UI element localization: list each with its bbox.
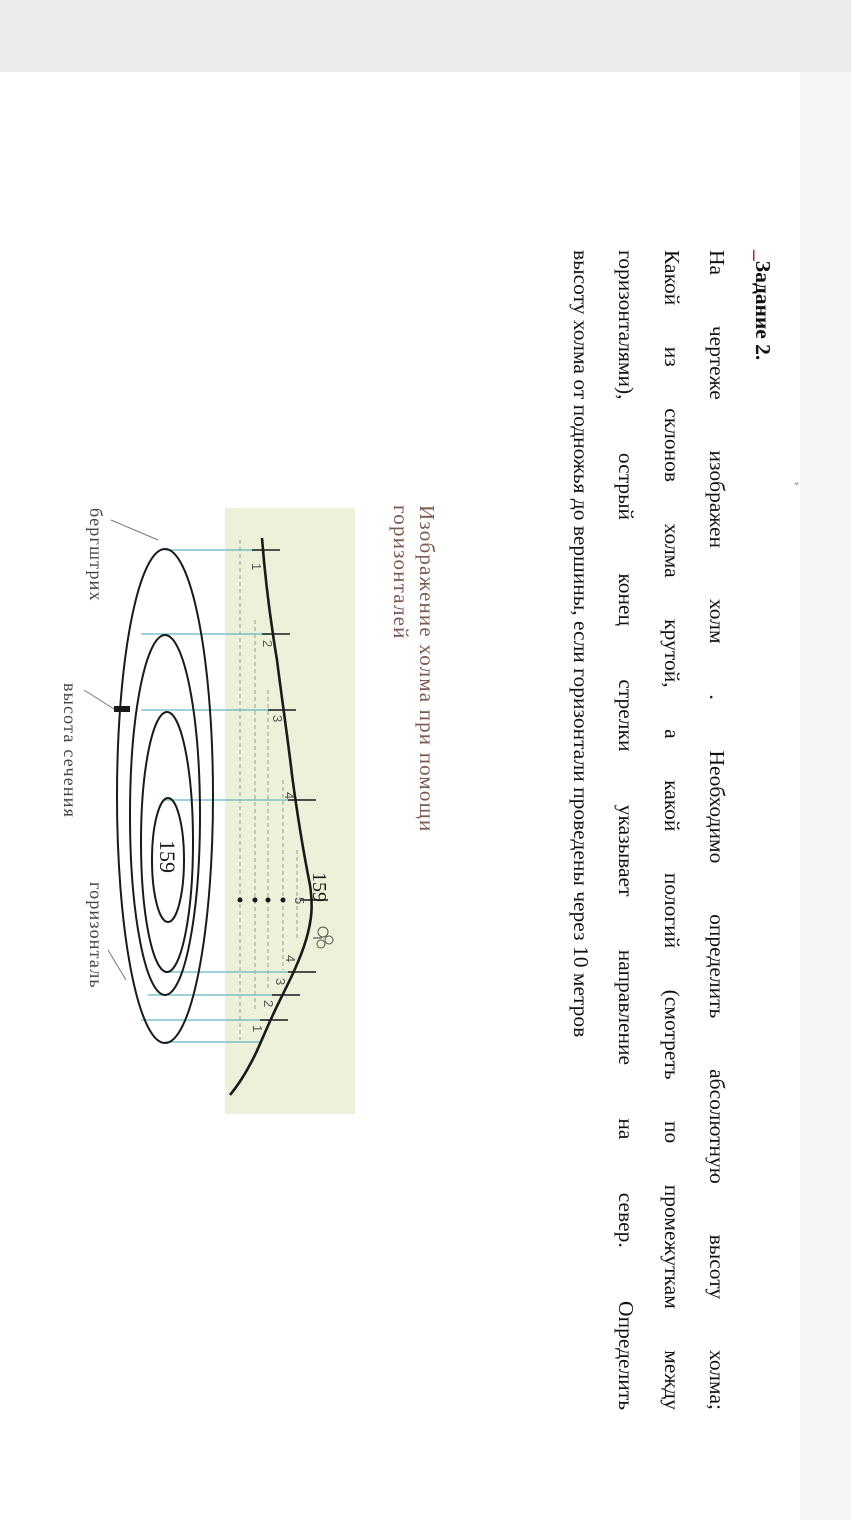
profile-number: 2 (261, 1000, 276, 1008)
label-section-height: высота сечения (60, 683, 80, 819)
bergstrich-mark (114, 706, 130, 712)
stray-mark: ˇ (793, 482, 800, 498)
figure-caption-line2: горизонталей (389, 505, 413, 640)
title-mark: _ (751, 250, 775, 261)
profile-number: 5 (292, 897, 307, 905)
profile-number: 3 (270, 715, 285, 723)
task-line-2: Какой из склонов холма крутой, а какой пологий (смотреть по промежуткам между (660, 250, 684, 1410)
profile-panel (225, 508, 355, 1114)
profile-number: 2 (260, 640, 275, 648)
contour-line (130, 635, 200, 995)
label-bergstrich: бергштрих (86, 508, 106, 602)
profile-summit-label: 159 (308, 872, 330, 902)
profile-number: 3 (273, 978, 288, 986)
figure-caption-line1: Изображение холма при помощи (415, 505, 439, 833)
profile-number: 4 (282, 792, 297, 800)
task-title-text: Задание 2. (751, 260, 775, 361)
profile-number: 1 (250, 1025, 265, 1033)
map-annotations (60, 508, 106, 989)
contour-line (117, 549, 213, 1043)
task-line-1: На чертеже изображен холм . Необходимо определить абсолютную высоту холма; (705, 250, 730, 1410)
label-contour: горизонталь (86, 882, 106, 989)
contour-lines (117, 549, 213, 1043)
profile-number: 4 (283, 955, 298, 963)
profile-number: 1 (249, 563, 264, 571)
figure-caption (389, 505, 439, 832)
map-summit-label: 159 (155, 840, 180, 873)
task-line-4: высоту холма от подножья до вершины, если горизонтали проведены через 10 метров (569, 250, 593, 1038)
task-line-3: горизонталями), острый конец стрелки указывает направление на север. Определить (614, 250, 639, 1410)
